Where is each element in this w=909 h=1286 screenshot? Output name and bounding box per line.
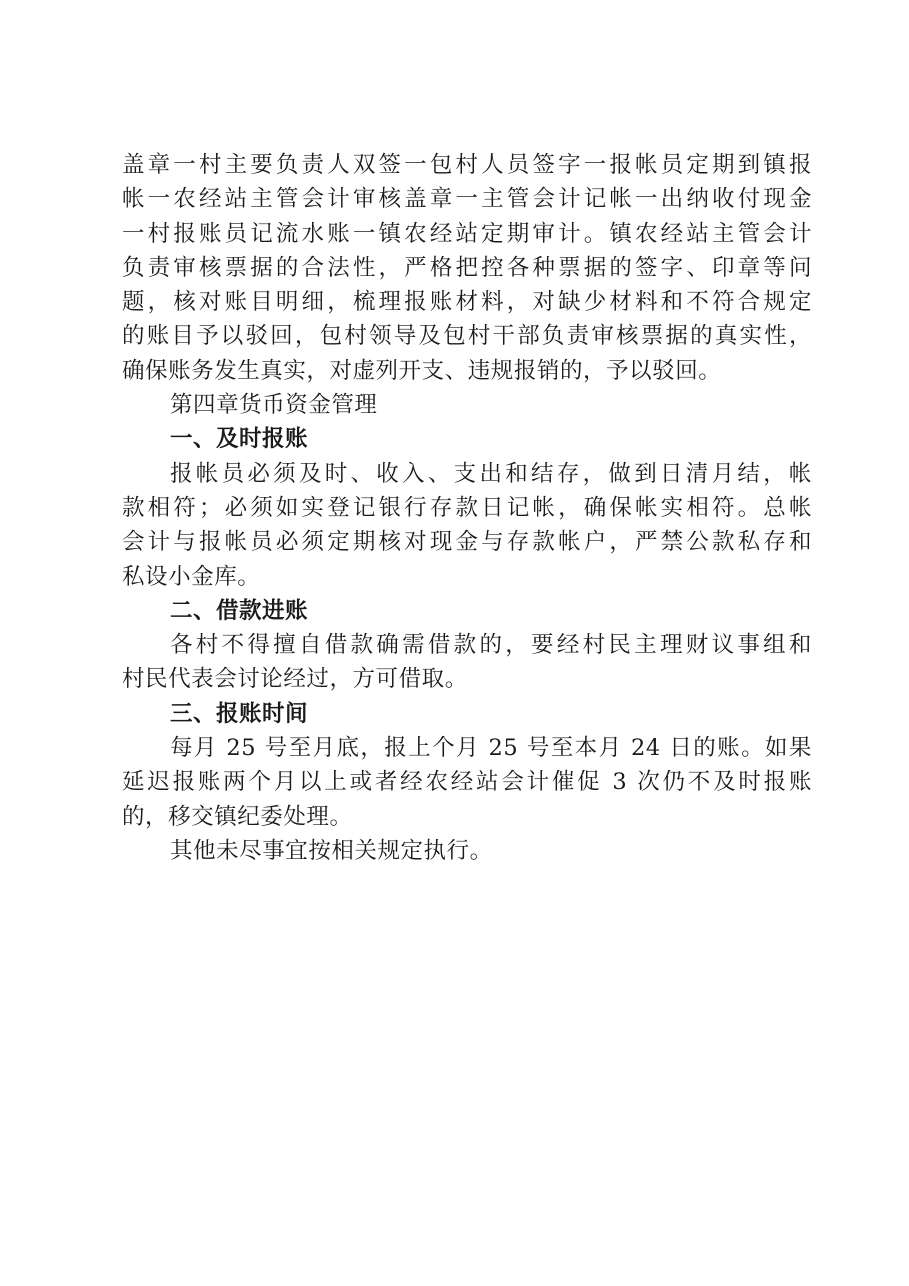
section-heading-loans: 二、借款进账 xyxy=(170,597,309,624)
body-text-line: 的，移交镇纪委处理。 xyxy=(122,803,353,830)
body-text-line: 每月 25 号至月底，报上个月 25 号至本月 24 日的账。如果 xyxy=(170,735,812,762)
document-page xyxy=(122,148,812,868)
body-text-line: 题，核对账目明细，梳理报账材料，对缺少材料和不符合规定 xyxy=(122,289,812,316)
body-text-line: 报帐员必须及时、收入、支出和结存，做到日清月结，帐 xyxy=(170,460,812,487)
body-text-line: 各村不得擅自借款确需借款的，要经村民主理财议事组和 xyxy=(170,632,812,659)
section-heading-reimbursement-time: 三、报账时间 xyxy=(170,700,309,727)
body-text-line: 村民代表会讨论经过，方可借取。 xyxy=(122,666,468,693)
body-text-line: 款相符；必须如实登记银行存款日记帐，确保帐实相符。总帐 xyxy=(122,494,812,521)
chapter-title: 第四章货币资金管理 xyxy=(170,392,378,419)
body-text-line: 的账目予以驳回，包村领导及包村干部负责审核票据的真实性， xyxy=(122,323,812,350)
body-text-line: 延迟报账两个月以上或者经农经站会计催促 3 次仍不及时报账 xyxy=(122,769,812,796)
body-text-line: 会计与报帐员必须定期核对现金与存款帐户，严禁公款私存和 xyxy=(122,529,812,556)
body-text-line: 私设小金库。 xyxy=(122,563,261,590)
body-text-line: 盖章一村主要负责人双签一包村人员签字一报帐员定期到镇报 xyxy=(122,152,812,178)
body-text-line: 确保账务发生真实，对虚列开支、违规报销的，予以驳回。 xyxy=(122,357,722,384)
section-heading-timely-reimbursement: 一、及时报账 xyxy=(170,426,309,453)
body-text-line: 一村报账员记流水账一镇农经站定期审计。镇农经站主管会计 xyxy=(122,220,812,247)
body-text-line: 帐一农经站主管会计审核盖章一主管会计记帐一出纳收付现金 xyxy=(122,186,812,213)
closing-line: 其他未尽事宜按相关规定执行。 xyxy=(170,837,493,864)
body-text-line: 负责审核票据的合法性，严格把控各种票据的签字、印章等问 xyxy=(122,254,812,281)
